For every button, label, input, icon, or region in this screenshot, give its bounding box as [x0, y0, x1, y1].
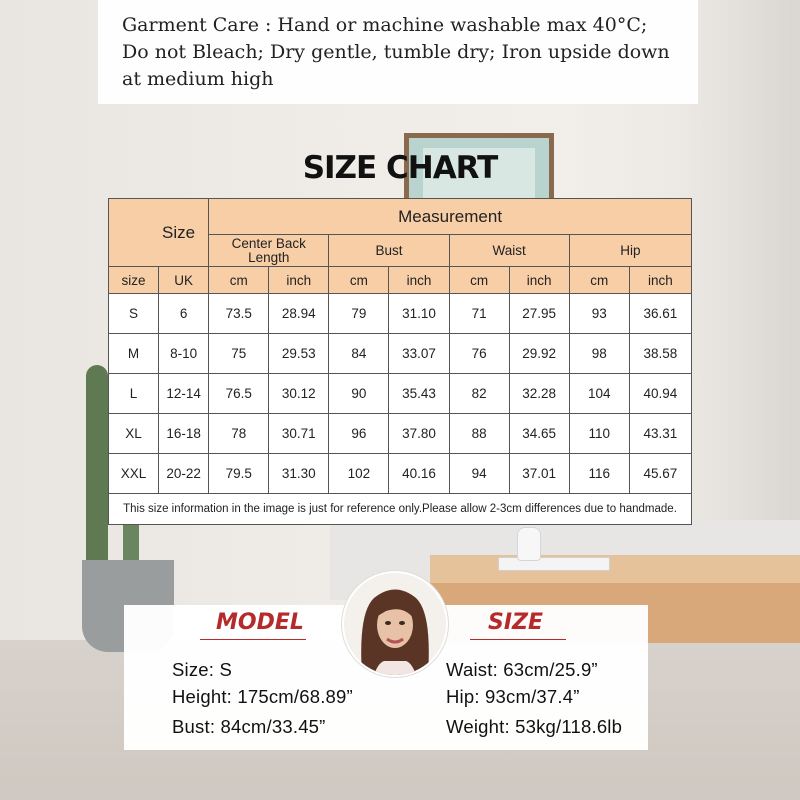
table-cell: 94 [449, 454, 509, 494]
table-cell: 37.01 [509, 454, 569, 494]
model-weight: Weight: 53kg/118.6lb [446, 716, 623, 737]
measurement-header: Measurement [209, 199, 692, 235]
size-header-cell [109, 199, 209, 267]
table-cell: 75 [209, 334, 269, 374]
table-cell: 82 [449, 374, 509, 414]
table-cell: 35.43 [389, 374, 449, 414]
table-cell: 71 [449, 294, 509, 334]
table-cell: 33.07 [389, 334, 449, 374]
table-cell: 31.30 [269, 454, 329, 494]
garment-care-note [98, 0, 698, 104]
model-height: Height: 175cm/68.89” [172, 686, 353, 707]
table-cell: 88 [449, 414, 509, 454]
table-cell: 6 [159, 294, 209, 334]
table-cell: 30.12 [269, 374, 329, 414]
table-cell: 32.28 [509, 374, 569, 414]
group-header: Center Back Length [209, 235, 329, 267]
table-cell: 37.80 [389, 414, 449, 454]
table-cell: 76.5 [209, 374, 269, 414]
sub-header-cell: UK [159, 267, 209, 294]
table-row [109, 414, 692, 454]
table-cell: 76 [449, 334, 509, 374]
sub-header-cell: inch [509, 267, 569, 294]
size-chart-title: SIZE CHART [302, 150, 498, 186]
sub-header-cell: cm [449, 267, 509, 294]
size-heading-underline [470, 639, 566, 640]
model-bust: Bust: 84cm/33.45” [172, 716, 326, 737]
table-cell: 12-14 [159, 374, 209, 414]
table-cell: M [109, 334, 159, 374]
coffee-table-top [430, 555, 800, 583]
table-cell: S [109, 294, 159, 334]
cactus [86, 365, 108, 575]
table-cell: 90 [329, 374, 389, 414]
size-chart-table [108, 198, 692, 525]
model-hip: Hip: 93cm/37.4” [446, 686, 580, 707]
table-cell: 8-10 [159, 334, 209, 374]
tray [498, 557, 610, 571]
table-cell: XXL [109, 454, 159, 494]
table-row [109, 454, 692, 494]
table-cell: 45.67 [629, 454, 691, 494]
table-cell: 78 [209, 414, 269, 454]
table-cell: 20-22 [159, 454, 209, 494]
table-cell: 34.65 [509, 414, 569, 454]
size-note: This size information in the image is just for reference only.Please allow 2-3cm differences due to handmade. [109, 494, 692, 525]
table-row [109, 294, 692, 334]
table-cell: 116 [569, 454, 629, 494]
table-row [109, 334, 692, 374]
table-cell: 16-18 [159, 414, 209, 454]
table-cell: 73.5 [209, 294, 269, 334]
sub-header-cell: cm [569, 267, 629, 294]
sub-header-cell: inch [269, 267, 329, 294]
table-cell: 29.53 [269, 334, 329, 374]
table-cell: 93 [569, 294, 629, 334]
care-line-1: Garment Care : Hand or machine washable max 40°C; [122, 14, 648, 36]
sub-header-cell: cm [329, 267, 389, 294]
table-cell: 79 [329, 294, 389, 334]
table-cell: 110 [569, 414, 629, 454]
sub-header-cell: size [109, 267, 159, 294]
table-cell: 104 [569, 374, 629, 414]
care-line-3: at medium high [122, 68, 274, 90]
size-heading: SIZE [488, 610, 544, 635]
table-cell: 84 [329, 334, 389, 374]
model-waist: Waist: 63cm/25.9” [446, 659, 598, 680]
model-heading-underline [200, 639, 306, 640]
sub-header-cell: cm [209, 267, 269, 294]
table-cell: XL [109, 414, 159, 454]
sub-header-cell: inch [629, 267, 691, 294]
table-cell: 31.10 [389, 294, 449, 334]
table-cell: 79.5 [209, 454, 269, 494]
table-cell: 29.92 [509, 334, 569, 374]
table-cell: 102 [329, 454, 389, 494]
table-cell: 98 [569, 334, 629, 374]
group-header: Hip [569, 235, 691, 267]
table-cell: L [109, 374, 159, 414]
table-cell: 36.61 [629, 294, 691, 334]
model-size: Size: S [172, 659, 233, 680]
table-cell: 27.95 [509, 294, 569, 334]
table-cell: 40.94 [629, 374, 691, 414]
table-cell: 40.16 [389, 454, 449, 494]
table-cell: 38.58 [629, 334, 691, 374]
table-cell: 28.94 [269, 294, 329, 334]
size-header: Size [162, 222, 196, 242]
table-row [109, 374, 692, 414]
group-header: Bust [329, 235, 449, 267]
care-line-2: Do not Bleach; Dry gentle, tumble dry; Iron upside down [122, 41, 670, 63]
model-avatar [342, 571, 448, 677]
table-cell: 43.31 [629, 414, 691, 454]
table-cell: 30.71 [269, 414, 329, 454]
sub-header-cell: inch [389, 267, 449, 294]
model-heading: MODEL [216, 610, 304, 635]
table-cell: 96 [329, 414, 389, 454]
vase [517, 527, 541, 561]
group-header: Waist [449, 235, 569, 267]
